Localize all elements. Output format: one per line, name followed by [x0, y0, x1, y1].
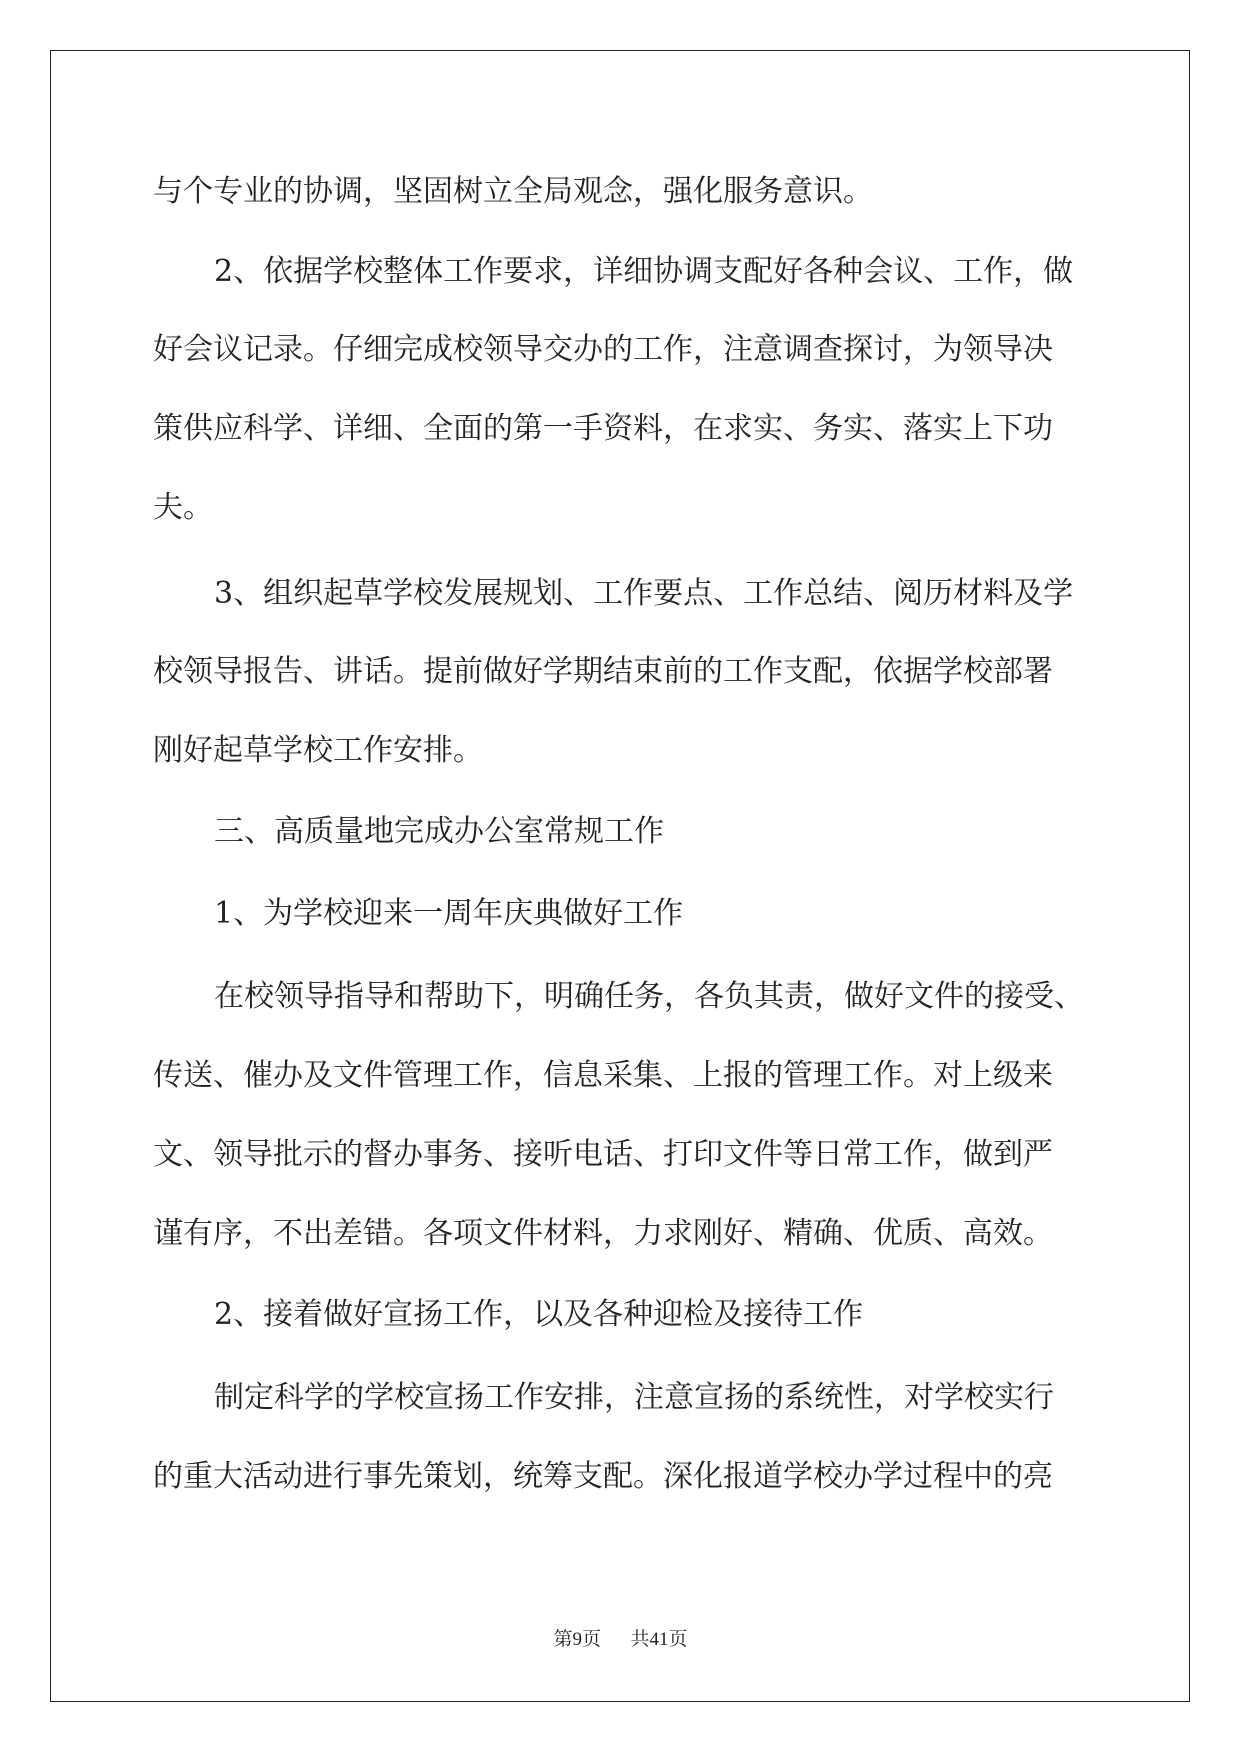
text-line: 2、依据学校整体工作要求，详细协调支配好各种会议、工作，做: [214, 254, 1074, 289]
text-line: 谨有序，不出差错。各项文件材料，力求刚好、精确、优质、高效。: [153, 1216, 1053, 1251]
text-line: 刚好起草学校工作安排。: [153, 733, 483, 768]
section-heading: 三、高质量地完成办公室常规工作: [214, 814, 664, 849]
text-line: 3、组织起草学校发展规划、工作要点、工作总结、阅历材料及学: [214, 576, 1074, 611]
sub-heading: 1、为学校迎来一周年庆典做好工作: [214, 896, 684, 931]
text-line: 传送、催办及文件管理工作，信息采集、上报的管理工作。对上级来: [153, 1058, 1053, 1093]
text-line: 在校领导指导和帮助下，明确任务，各负其责，做好文件的接受、: [214, 979, 1084, 1014]
sub-heading: 2、接着做好宣扬工作，以及各种迎检及接待工作: [214, 1297, 864, 1332]
text-line: 与个专业的协调，坚固树立全局观念，强化服务意识。: [153, 174, 873, 209]
text-line: 策供应科学、详细、全面的第一手资料，在求实、务实、落实上下功: [153, 411, 1053, 446]
page-footer: [0, 1630, 1241, 1649]
text-line: 校领导报告、讲话。提前做好学期结束前的工作支配，依据学校部署: [153, 654, 1053, 689]
text-line: 制定科学的学校宣扬工作安排，注意宣扬的系统性，对学校实行: [214, 1380, 1054, 1415]
text-line: 的重大活动进行事先策划，统筹支配。深化报道学校办学过程中的亮: [153, 1459, 1053, 1494]
page-number-current: 第9页: [553, 1629, 601, 1650]
text-line: 夫。: [153, 490, 213, 525]
text-line: 好会议记录。仔细完成校领导交办的工作，注意调查探讨，为领导决: [153, 332, 1053, 367]
text-line: 文、领导批示的督办事务、接听电话、打印文件等日常工作，做到严: [153, 1137, 1053, 1172]
page-number-total: 共41页: [630, 1629, 688, 1650]
page-border: [50, 50, 1190, 1702]
